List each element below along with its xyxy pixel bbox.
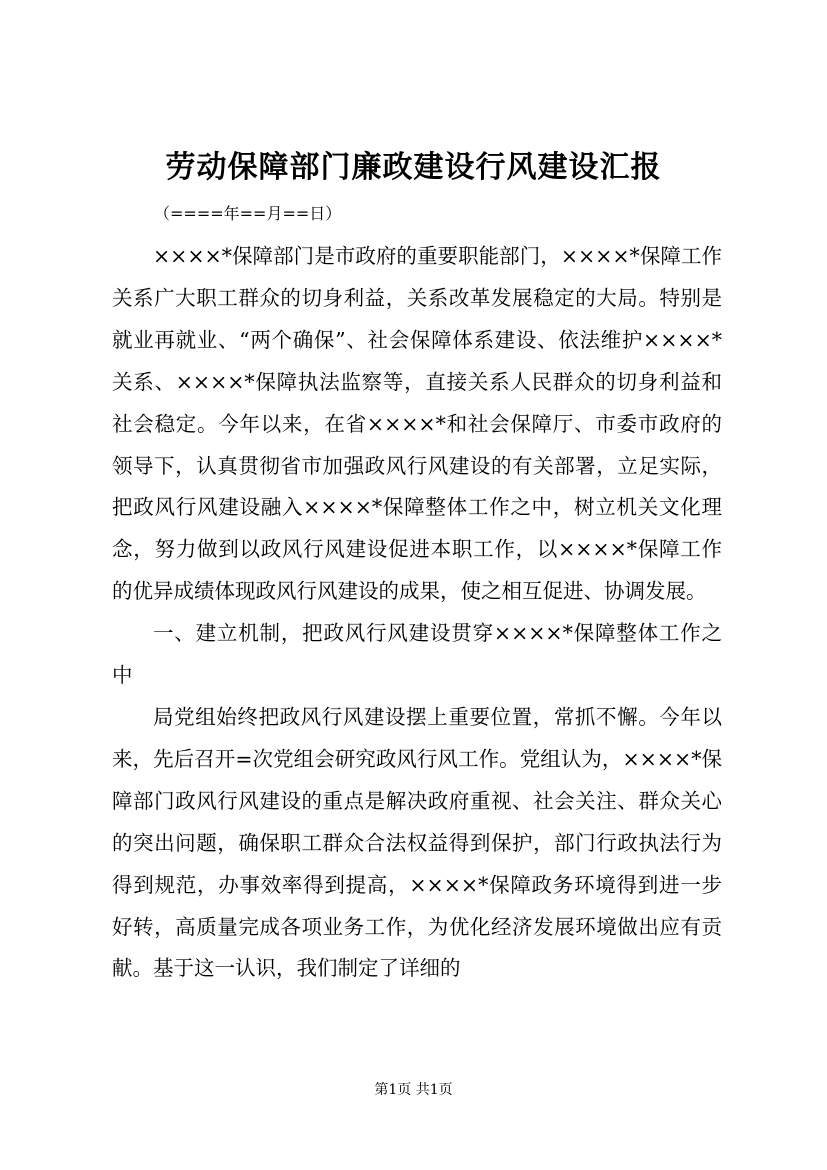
document-date: （====年==月==日） — [154, 204, 342, 223]
paragraph: 局党组始终把政风行风建设摆上重要位置，常抓不懈。今年以来，先后召开=次党组会研究政风行风工作。党组认为，××××*保障部门政风行风建设的重点是解决政府重视、社会关注、群众关心的突出问题，确保职工群众合法权益得到保护，部门行政执法行为得到规范，办事效率得到提高，××××*保障政务环境得到进一步好转，高质量完成各项业务工作，为优化经济发展环境做出应有贡献。基于这一认识，我们制定了详细的 — [112, 704, 722, 981]
paragraph: ××××*保障部门是市政府的重要职能部门，××××*保障工作关系广大职工群众的切身利益，关系改革发展稳定的大局。特别是就业再就业、“两个确保”、社会保障体系建设、依法维护××××*关系、××××*保障执法监察等，直接关系人民群众的切身利益和社会稳定。今年以来，在省××××*和社会保障厅、市委市政府的领导下，认真贯彻省市加强政风行风建设的有关部署，立足实际，把政风行风建设融入××××*保障整体工作之中，树立机关文化理念，努力做到以政风行风建设促进本职工作，以××××*保障工作的优异成绩体现政风行风建设的成果，使之相互促进、协调发展。 — [112, 244, 722, 604]
section-heading: 一、建立机制，把政风行风建设贯穿××××*保障整体工作之中 — [112, 621, 722, 688]
document-title: 劳动保障部门廉政建设行风建设汇报 — [165, 150, 662, 185]
page-footer: 第1页 共1页 — [374, 1082, 453, 1098]
document-body — [112, 236, 722, 990]
